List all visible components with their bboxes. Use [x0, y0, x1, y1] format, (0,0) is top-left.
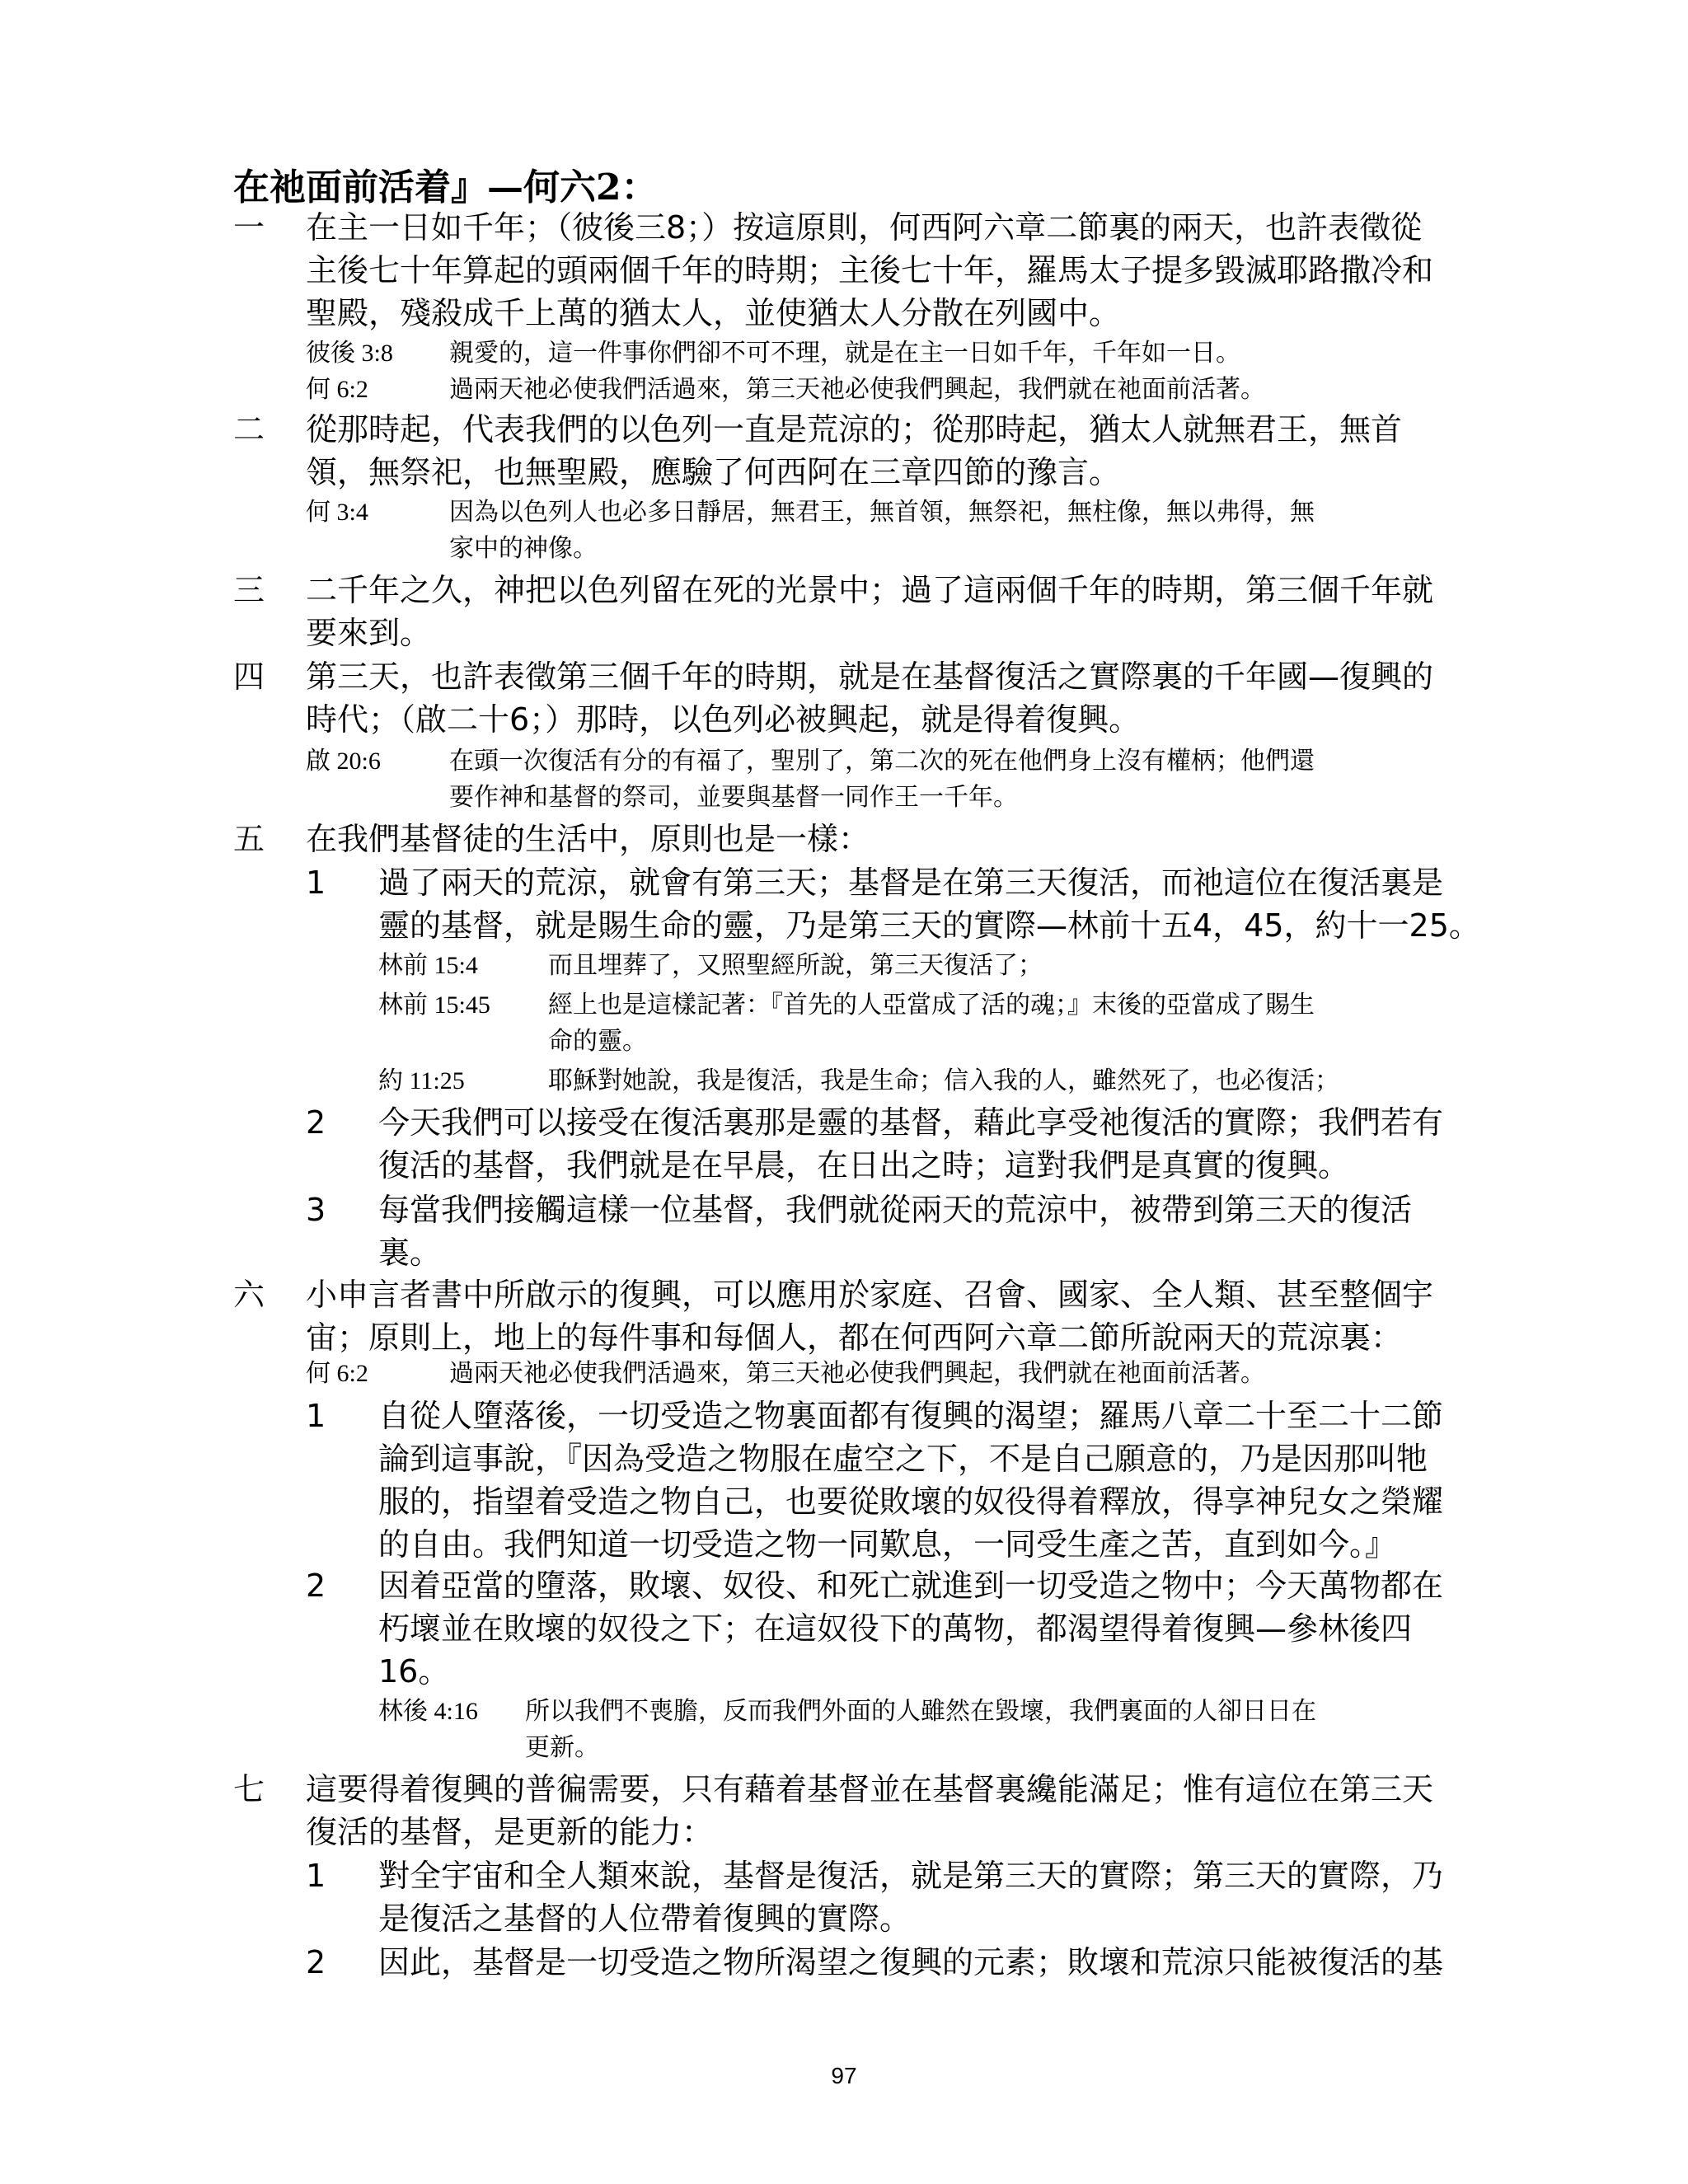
point-text: 在主一日如千年；（彼後三8；）按這原則，何西阿六章二節裏的兩天，也許表徵從 主後七十年算起的頭兩個千年的時期；主後七十年，羅馬太子提多毀滅耶路撒冷和 聖殿，殘殺成千上萬的猶太人，並使猶太人分散在列國中。: [306, 209, 1434, 331]
point-text: 二千年之久，神把以色列留在死的光景中；過了這兩個千年的時期，第三個千年就 要來到。: [306, 572, 1434, 651]
sub-point-marker: 2: [306, 1568, 326, 1604]
sub-point-text: 對全宇宙和全人類來說，基督是復活，就是第三天的實際；第三天的實際，乃 是復活之基督的人位帶着復興的實際。: [378, 1858, 1444, 1937]
verse-ref: 彼後 3:8: [306, 340, 393, 367]
verse-text: 在頭一次復活有分的有福了，聖別了，第二次的死在他們身上沒有權柄；他們還 要作神和基督的祭司，並要與基督一同作王一千年。: [449, 747, 1315, 812]
verse-ref: 啟 20:6: [306, 748, 381, 775]
verse-text: 因為以色列人也必多日靜居，無君王，無首領，無祭祀，無柱像，無以弗得，無 家中的神像。: [449, 498, 1315, 563]
verse-ref: 林後 4:16: [378, 1698, 478, 1725]
verse-text: 經上也是這樣記著：『首先的人亞當成了活的魂；』末後的亞當成了賜生 命的靈。: [548, 991, 1315, 1056]
page-number: 97: [831, 2063, 857, 2088]
point-marker: 一: [233, 209, 265, 246]
point-marker: 六: [233, 1277, 265, 1313]
point-text: 從那時起，代表我們的以色列一直是荒涼的；從那時起，猶太人就無君王，無首 領，無祭祀，也無聖殿，應驗了何西阿在三章四節的豫言。: [306, 411, 1403, 490]
verse-text: 而且埋葬了，又照聖經所說，第三天復活了；: [548, 951, 1043, 980]
verse-text: 親愛的，這一件事你們卻不可不理，就是在主一日如千年，千年如一日。: [449, 339, 1240, 368]
point-marker: 三: [233, 572, 265, 608]
verse-ref: 約 11:25: [378, 1067, 465, 1094]
point-text: 在我們基督徒的生活中，原則也是一樣：: [306, 821, 870, 857]
verse-ref: 何 6:2: [306, 1360, 368, 1387]
sub-point-marker: 1: [306, 1858, 326, 1894]
sub-point-marker: 1: [306, 865, 326, 901]
verse-text: 過兩天祂必使我們活過來，第三天祂必使我們興起，我們就在祂面前活著。: [449, 1359, 1265, 1388]
sub-point-marker: 1: [306, 1398, 326, 1434]
sub-point-text: 今天我們可以接受在復活裏那是靈的基督，藉此享受祂復活的實際；我們若有 復活的基督，我們就是在早晨，在日出之時；這對我們是真實的復興。: [378, 1104, 1444, 1183]
point-text: 這要得着復興的普徧需要，只有藉着基督並在基督裏纔能滿足；惟有這位在第三天 復活的基督，是更新的能力：: [306, 1771, 1434, 1850]
sub-point-text: 每當我們接觸這樣一位基督，我們就從兩天的荒涼中，被帶到第三天的復活 裏。: [378, 1192, 1413, 1271]
point-text: 小申言者書中所啟示的復興，可以應用於家庭、召會、國家、全人類、甚至整個宇 宙；原則上，地上的每件事和每個人，都在何西阿六章二節所說兩天的荒涼裏：: [306, 1277, 1434, 1356]
sub-point-text: 自從人墮落後，一切受造之物裏面都有復興的渴望；羅馬八章二十至二十二節 論到這事說，『因為受造之物服在虛空之下，不是自己願意的，乃是因那叫牠 服的，指望着受造之物自己，也要從敗壞的奴役得着釋放，得享神兒女之榮耀 的自由。我們知道一切受造之物一同歎息，一同受生產之苦，直到如今。』: [378, 1398, 1444, 1563]
sub-point-marker: 2: [306, 1104, 326, 1141]
sub-point-text: 因着亞當的墮落，敗壞、奴役、和死亡就進到一切受造之物中；今天萬物都在 朽壞並在敗壞的奴役之下；在這奴役下的萬物，都渴望得着復興—參林後四 16。: [378, 1568, 1444, 1690]
sub-point-marker: 2: [306, 1944, 326, 1980]
verse-ref: 林前 15:45: [378, 991, 490, 1019]
verse-text: 過兩天祂必使我們活過來，第三天祂必使我們興起，我們就在祂面前活著。: [449, 375, 1265, 404]
sub-point-text: 因此，基督是一切受造之物所渴望之復興的元素；敗壞和荒涼只能被復活的基: [378, 1944, 1444, 1980]
point-marker: 五: [233, 821, 265, 857]
verse-ref: 何 3:4: [306, 499, 368, 526]
verse-ref: 林前 15:4: [378, 952, 478, 979]
point-marker: 四: [233, 658, 265, 695]
point-marker: 二: [233, 411, 265, 448]
verse-text: 所以我們不喪膽，反而我們外面的人雖然在毀壞，我們裏面的人卻日日在 更新。: [525, 1697, 1316, 1762]
sub-point-text: 過了兩天的荒涼，就會有第三天；基督是在第三天復活，而祂這位在復活裏是 靈的基督，就是賜生命的靈，乃是第三天的實際—林前十五4，45，約十一25。: [378, 865, 1480, 944]
section-heading: 在祂面前活着』—何六2：: [233, 166, 658, 209]
point-marker: 七: [233, 1771, 265, 1807]
verse-ref: 何 6:2: [306, 376, 368, 403]
point-text: 第三天，也許表徵第三個千年的時期，就是在基督復活之實際裏的千年國—復興的 時代；（啟二十6；）那時，以色列必被興起，就是得着復興。: [306, 658, 1434, 738]
sub-point-marker: 3: [306, 1192, 326, 1228]
verse-text: 耶穌對她說，我是復活，我是生命；信入我的人，雖然死了，也必復活；: [548, 1066, 1339, 1095]
